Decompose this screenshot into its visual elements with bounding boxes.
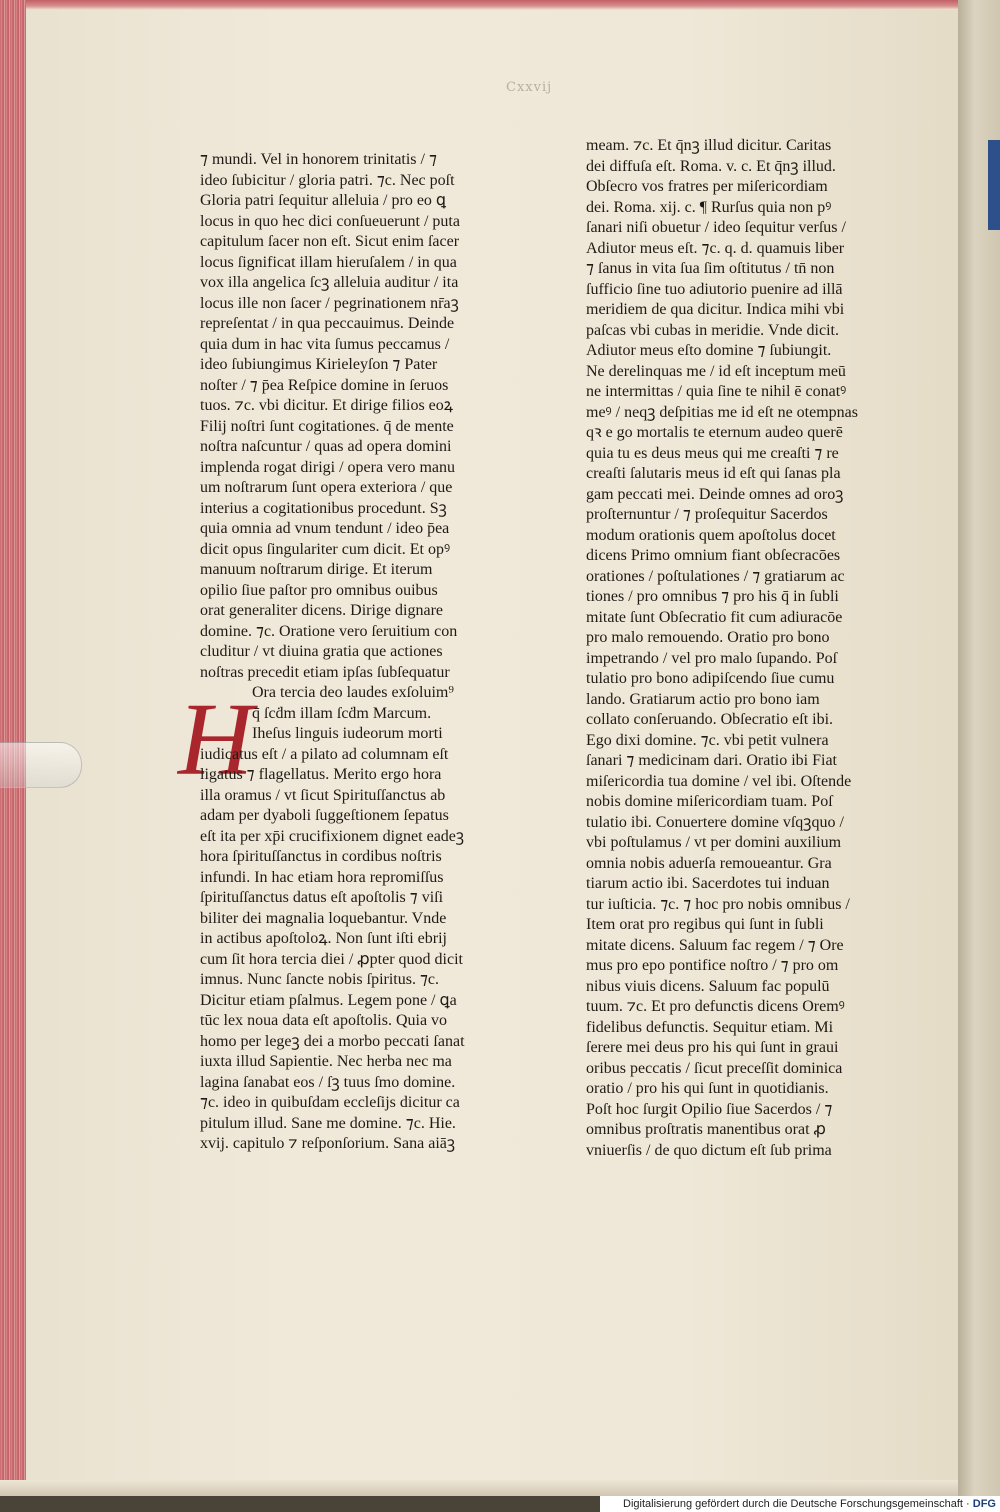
text-line: qꝛ e go mortalis te eternum audeo querē (586, 424, 843, 441)
text-line: biliter dei magnalia loquebantur. Vnde (200, 909, 447, 927)
text-line: Adiutor meus eſt. ⁊c. q. d. quamuis liber (586, 239, 845, 257)
text-line: modum orationis quem apoſtolus docet (586, 526, 836, 544)
text-line: adam per dyaboli ſuggeſtionem ſepatus (200, 807, 449, 824)
text-line: pro malo remouendo. Oratio pro bono (586, 629, 830, 646)
text-line: tulatio ibi. Conuertere domine vſqꝫquo / (586, 813, 844, 831)
text-line: dicens Primo omnium fiant obſecracōes (586, 547, 841, 564)
text-line: quia omnia ad vnum tendunt / ideo p̄ea (200, 520, 450, 537)
folio-number: Cxxvij (506, 80, 553, 95)
initial-letter-h: H (178, 682, 254, 797)
text-line: vniuerſis / de quo dictum eſt ſub prima (586, 1141, 832, 1159)
text-line: infundi. In hac etiam hora repromiſſus (200, 868, 444, 886)
text-line: dei. Roma. xij. c. ¶ Rurſus quia non pꝰ (586, 198, 832, 216)
text-line: Item orat pro regibus qui ſunt in ſubli (586, 916, 824, 933)
text-line: ſerere mei deus pro his qui ſunt in graui (586, 1039, 839, 1056)
text-line: vox illa angelica ſcꝫ alleluia auditur / ita (200, 274, 459, 291)
text-line: cluditur / vt diuina gratia que actiones (200, 643, 443, 660)
text-line: nobis domine miſericordiam tuam. Poſ (586, 793, 833, 810)
dfg-logo[interactable]: DFG (972, 1498, 996, 1510)
text-line: pitulum illud. Sane me domine. ⁊c. Hie. (200, 1114, 456, 1132)
text-line: tiones / pro omnibus ⁊ pro his q̄ in ſubli (586, 588, 839, 605)
text-line: tuos. ⁊c. vbi dicitur. Et dirige filios eoꝝ (200, 397, 454, 414)
text-line: um noſtrarum ſunt opera exteriora / que (200, 479, 453, 496)
page-bottom-edge (0, 1480, 972, 1496)
text-line: vbi poſtulamus / vt per domini auxilium (586, 834, 842, 851)
text-line: Ne derelinquas me / id eſt inceptum meū (586, 362, 846, 380)
page-top-edge (0, 0, 972, 10)
text-line: tur iuſticia. ⁊c. ⁊ hoc pro nobis omnibus / (586, 895, 850, 913)
text-line: Obſecro vos fratres per miſericordiam (586, 178, 828, 195)
text-line: meꝰ / neqꝫ deſpitias me id eſt ne otempnas (586, 403, 858, 421)
text-line: tuum. ⁊c. Et pro defunctis dicens Oremꝰ (586, 998, 845, 1015)
text-line: Poſt hoc ſurgit Opilio ſiue Sacerdos / ⁊ (586, 1100, 833, 1118)
text-line: interius a cogitationibus procedunt. Sꝫ (200, 499, 447, 517)
text-line: meam. ⁊c. Et q̄nꝫ illud dicitur. Caritas (586, 137, 832, 154)
text-line: Filij noſtri ſunt cogitationes. q̄ de mente (200, 417, 454, 435)
text-line: q̄ ſcḋm illam ſcḋm Marcum. (252, 704, 432, 722)
text-line: manuum noſtrarum dirige. Et iterum (200, 561, 433, 578)
text-line: implenda rogat dirigi / opera vero manu (200, 458, 456, 476)
text-line: fidelibus defunctis. Sequitur etiam. Mi (586, 1018, 834, 1036)
footer-credit-text: Digitalisierung gefördert durch die Deutsche Forschungsgemeinschaft (623, 1498, 963, 1510)
text-line: xvij. capitulo ⁊ reſponſorium. Sana aiāꝫ (200, 1135, 456, 1152)
page-holder-clip (0, 742, 82, 788)
text-line: cum ſit hora tercia diei / ꝓpter quod dicit (200, 950, 463, 968)
text-line: in actibus apoſtoloꝝ. Non ſunt iſti ebrij (200, 930, 447, 947)
text-line: ⁊ ſanus in vita ſua ſim oſtitutus / tn̄ non (586, 260, 835, 277)
text-line: lagina ſanabat eos / ſꝫ tuus ſmo domine. (200, 1073, 456, 1091)
text-line: Ego dixi domine. ⁊c. vbi petit vulnera (586, 731, 829, 749)
text-line: ſanari ⁊ medicinam dari. Oratio ibi Fiat (586, 752, 837, 769)
text-line: ſpirituſſanctus datus eſt apoſtolis ⁊ viſi (200, 889, 444, 906)
text-line: locus in quo hec dici conſueuerunt / puta (200, 212, 460, 230)
text-line: capitulum ſacer non eſt. Sicut enim ſacer (200, 233, 460, 250)
text-line: eſt ita per xp̄i crucifixionem dignet eadeꝫ (200, 827, 465, 845)
text-line: lando. Gratiarum actio pro bono iam (586, 690, 820, 708)
text-line: domine. ⁊c. Oratione vero ſeruitium con (200, 622, 458, 640)
text-line: repreſentat / in qua peccauimus. Deinde (200, 315, 455, 332)
digitization-footer: Digitalisierung gefördert durch die Deutsche Forschungsgemeinschaft · DFG (600, 1496, 1000, 1512)
text-line: noſtra naſcuntur / quas ad opera domini (200, 438, 452, 455)
text-line: omnibus proſtratis manentibus orat ꝓ (586, 1121, 826, 1138)
text-line: mus pro epo pontifice noſtro / ⁊ pro om (586, 957, 839, 974)
text-line: ſufficio ſine tuo adiutorio puenire ad illā (586, 280, 843, 298)
text-line: iudicatus eſt / a pilato ad columnam eſt (200, 745, 449, 763)
text-line: Ora tercia deo laudes exſoluim⁹ (252, 684, 454, 701)
text-line: mitate dicens. Saluum fac regem / ⁊ Ore (586, 936, 844, 954)
text-line: tūc lex noua data eſt apoſtolis. Quia vo (200, 1012, 448, 1029)
text-line: Iheſus linguis iudeorum morti (252, 725, 443, 742)
text-line: Gloria patri ſequitur alleluia / pro eo ꝗ (200, 192, 447, 209)
text-line: ideo ſubicitur / gloria patri. ⁊c. Nec poſt (200, 171, 455, 189)
text-line: gam peccati mei. Deinde omnes ad oroꝫ (586, 485, 844, 503)
text-line: noſter / ⁊ p̄ea Reſpice domine in ſeruos (200, 376, 449, 394)
text-line: miſericordia tua domine / vel ibi. Oſtende (586, 772, 852, 790)
text-line: opilio ſiue paſtor pro omnibus ouibus (200, 581, 438, 599)
text-line: noſtras precedit etiam ipſas ſubſequatur (200, 663, 450, 681)
text-line: ne intermittas / quia ſine te nihil ē conatꝰ (586, 383, 847, 400)
text-line: mitate ſunt Obſecratio fit cum adiuracōe (586, 608, 843, 626)
text-line: homo per legeꝫ dei a morbo peccati ſanat (200, 1032, 465, 1050)
text-line: nibus viuis dicens. Saluum fac populū (586, 977, 830, 995)
text-line: orationes / poſtulationes / ⁊ gratiarum ac (586, 567, 845, 585)
text-line: tulatio pro bono adipiſcendo ſiue cumu (586, 670, 835, 687)
text-line: paſcas vbi cubas in meridie. Vnde dicit. (586, 321, 839, 339)
text-line: locus ſignificat illam hieruſalem / in qua (200, 253, 457, 271)
text-line: ſanari niſi obuetur / ideo ſequitur verſus / (586, 219, 846, 236)
text-line: ligatus ⁊ flagellatus. Merito ergo hora (200, 766, 442, 783)
text-line: dicit opus ſingulariter cum dicit. Et opꝰ (200, 540, 451, 558)
text-line: imnus. Nunc ſancte nobis ſpiritus. ⁊c. (200, 971, 440, 988)
text-line: hora ſpirituſſanctus in cordibus noſtris (200, 848, 442, 865)
text-line: proſternuntur / ⁊ proſequitur Sacerdos (586, 506, 828, 523)
text-line: creaſti ſalutaris meus id eſt qui ſanas pla (586, 465, 841, 482)
text-line: tiarum actio ibi. Sacerdotes tui induan (586, 875, 830, 892)
text-line: quia dum in hac vita ſumus peccamus / (200, 335, 450, 353)
text-line: oratio / pro his qui ſunt in quotidianis. (586, 1080, 829, 1097)
next-page-blue-initial (988, 140, 1000, 230)
left-text-column (200, 150, 520, 1155)
text-line: omnia nobis aduerſa remoueantur. Gra (586, 854, 832, 872)
text-line: impetrando / vel pro malo ſupando. Poſ (586, 649, 838, 667)
text-line: oribus peccatis / ſicut preceſſit dominica (586, 1059, 843, 1077)
text-line: ideo ſubiungimus Kirieleyſon ⁊ Pater (200, 356, 438, 373)
text-line: iuxta illud Sapientie. Nec herba nec ma (200, 1053, 452, 1070)
text-line: meridiem de qua dicitur. Indica mihi vbi (586, 301, 845, 318)
text-line: orat generaliter dicens. Dirige dignare (200, 602, 443, 619)
text-line: locus ille non ſacer / pegrinationem nr̄aꝫ (200, 294, 459, 312)
text-line: collato conſeruando. Obſecratio eſt ibi. (586, 711, 834, 728)
text-line: illa oramus / vt ſicut Spirituſſanctus ab (200, 786, 446, 804)
text-line: Adiutor meus eſto domine ⁊ ſubiungit. (586, 342, 832, 359)
text-line: ⁊c. ideo in quibuſdam eccleſijs dicitur ca (200, 1094, 460, 1111)
text-line: dei diffuſa eſt. Roma. v. c. Et q̄nꝫ illud. (586, 157, 836, 175)
text-line: ⁊ mundi. Vel in honorem trinitatis / ⁊ (200, 151, 437, 168)
text-line: Dicitur etiam pſalmus. Legem pone / ꝗa (200, 991, 457, 1009)
text-line: quia tu es deus meus qui me creaſti ⁊ re (586, 444, 839, 462)
right-text-column (586, 136, 906, 1161)
